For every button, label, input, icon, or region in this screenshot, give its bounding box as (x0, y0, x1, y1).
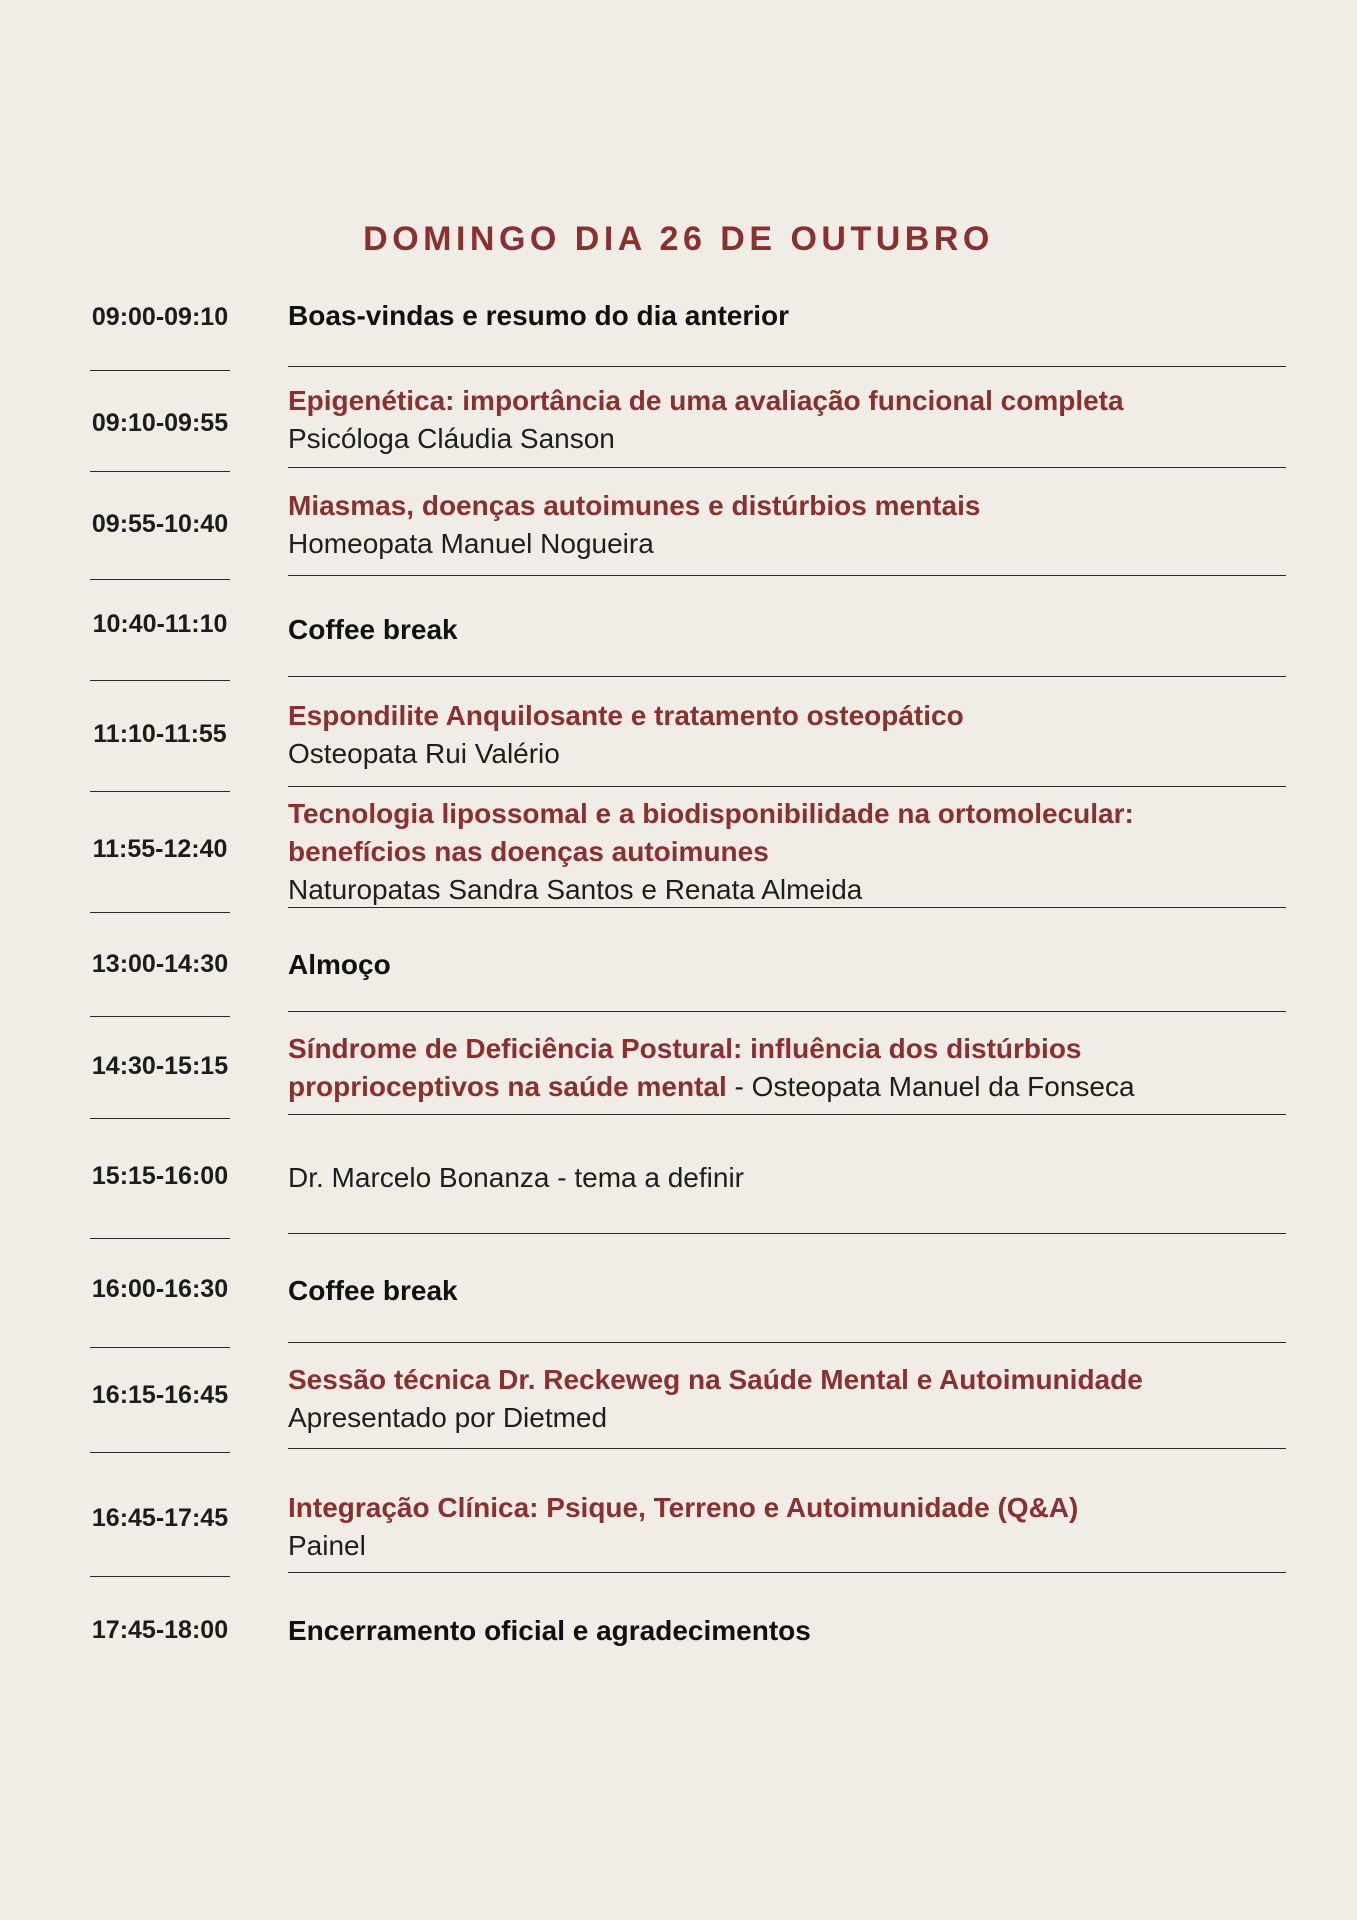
time-divider (90, 1016, 230, 1017)
session-speaker: Naturopatas Sandra Santos e Renata Almeida (288, 874, 863, 905)
session-content (288, 297, 1288, 335)
time-slot: 09:55-10:40 (91, 510, 229, 538)
session-title: Almoço (288, 949, 391, 980)
time-slot: 16:00-16:30 (91, 1275, 229, 1303)
session-content (288, 1361, 1288, 1437)
session-title: Encerramento oficial e agradecimentos (288, 1615, 811, 1646)
time-divider (90, 1238, 230, 1239)
session-speaker: - Osteopata Manuel da Fonseca (726, 1071, 1135, 1102)
time-slot: 09:00-09:10 (91, 303, 229, 331)
time-slot: 10:40-11:10 (92, 610, 228, 638)
time-divider (90, 1576, 230, 1577)
time-divider (90, 912, 230, 913)
time-slot: 11:55-12:40 (92, 835, 228, 863)
time-divider (90, 1118, 230, 1119)
time-slot: 16:45-17:45 (91, 1504, 229, 1532)
session-speaker: Apresentado por Dietmed (288, 1402, 608, 1433)
session-content (288, 487, 1288, 563)
time-divider (90, 471, 230, 472)
session-title: Coffee break (288, 614, 458, 645)
session-speaker: Psicóloga Cláudia Sanson (288, 423, 615, 454)
row-divider (288, 467, 1286, 468)
session-topic: Miasmas, doenças autoimunes e distúrbios mentais (288, 490, 981, 521)
row-divider (288, 907, 1286, 908)
session-content (288, 1272, 1288, 1310)
session-content (288, 1612, 1288, 1650)
row-divider (288, 676, 1286, 677)
time-divider (90, 1347, 230, 1348)
time-divider (90, 680, 230, 681)
session-topic-line2: proprioceptivos na saúde mental (288, 1071, 727, 1102)
row-divider (288, 575, 1286, 576)
session-topic: Espondilite Anquilosante e tratamento osteopático (288, 700, 964, 731)
session-content (288, 795, 1288, 909)
time-slot: 17:45-18:00 (91, 1616, 229, 1644)
session-content (288, 697, 1288, 773)
time-divider (90, 370, 230, 371)
time-slot: 14:30-15:15 (91, 1052, 229, 1080)
session-content (288, 611, 1288, 649)
session-topic-line2: benefícios nas doenças autoimunes (288, 836, 769, 867)
session-speaker: Homeopata Manuel Nogueira (288, 528, 654, 559)
row-divider (288, 1342, 1286, 1343)
time-slot: 16:15-16:45 (91, 1381, 229, 1409)
time-slot: 11:10-11:55 (93, 720, 227, 748)
row-divider (288, 1233, 1286, 1234)
session-content (288, 1159, 1288, 1197)
session-content (288, 1489, 1288, 1565)
time-divider (90, 791, 230, 792)
session-title: Boas-vindas e resumo do dia anterior (288, 300, 790, 331)
time-divider (90, 579, 230, 580)
session-topic: Epigenética: importância de uma avaliação funcional completa (288, 385, 1124, 416)
row-divider (288, 1011, 1286, 1012)
session-topic-line1: Tecnologia lipossomal e a biodisponibilidade na ortomolecular: (288, 798, 1134, 829)
time-divider (90, 1452, 230, 1453)
row-divider (288, 1572, 1286, 1573)
time-slot: 09:10-09:55 (91, 409, 229, 437)
row-divider (288, 786, 1286, 787)
row-divider (288, 1448, 1286, 1449)
row-divider (288, 366, 1286, 367)
row-divider (288, 1114, 1286, 1115)
session-topic-line1: Síndrome de Deficiência Postural: influência dos distúrbios (288, 1033, 1082, 1064)
page-title: DOMINGO DIA 26 DE OUTUBRO (363, 220, 994, 258)
session-content (288, 946, 1288, 984)
session-speaker: Painel (288, 1530, 366, 1561)
session-content (288, 382, 1288, 458)
session-speaker: Dr. Marcelo Bonanza - tema a definir (288, 1162, 744, 1193)
session-topic: Sessão técnica Dr. Reckeweg na Saúde Mental e Autoimunidade (288, 1364, 1143, 1395)
time-slot: 15:15-16:00 (91, 1162, 229, 1190)
session-title: Coffee break (288, 1275, 458, 1306)
session-speaker: Osteopata Rui Valério (288, 738, 560, 769)
session-topic: Integração Clínica: Psique, Terreno e Autoimunidade (Q&A) (288, 1492, 1079, 1523)
time-slot: 13:00-14:30 (91, 950, 229, 978)
session-content (288, 1030, 1288, 1106)
